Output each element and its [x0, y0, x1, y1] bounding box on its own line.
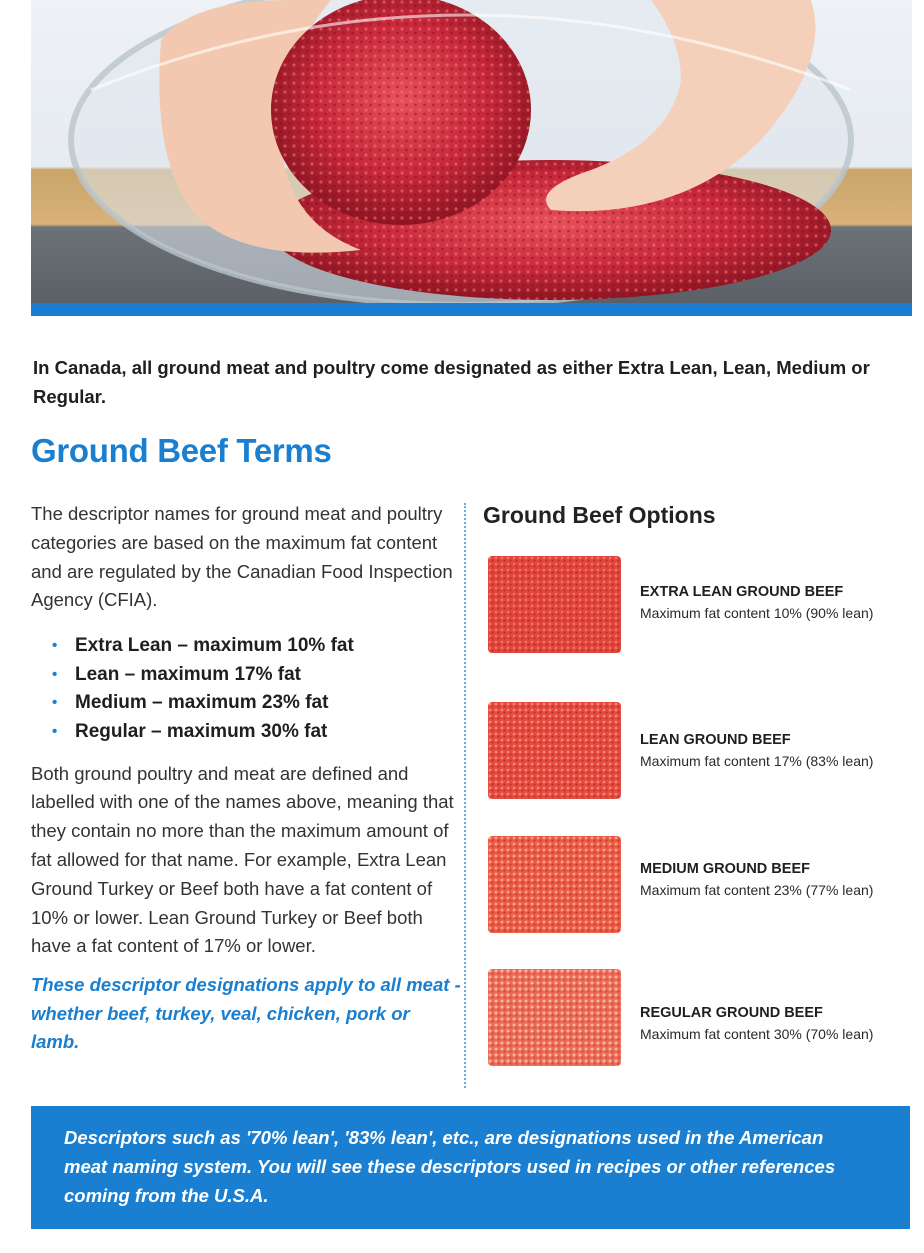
list-item: • Extra Lean – maximum 10% fat	[52, 632, 461, 661]
medium-beef-image	[488, 836, 621, 933]
extra-lean-beef-image	[488, 556, 621, 653]
terms-list	[31, 632, 461, 746]
option-desc-lean: Maximum fat content 17% (83% lean)	[640, 753, 874, 769]
regular-beef-image	[488, 969, 621, 1066]
lean-beef-image	[488, 702, 621, 799]
highlight-note: These descriptor designations apply to all meat - whether beef, turkey, veal, chicken, pork or lamb.	[31, 974, 461, 1053]
bullet-icon: •	[52, 722, 58, 740]
hero-image-ground-meat-bowl	[31, 0, 912, 303]
bullet-icon: •	[52, 694, 58, 712]
bullet-icon: •	[52, 665, 58, 683]
option-name-regular: REGULAR GROUND BEEF	[640, 1005, 823, 1021]
footer-callout	[31, 1106, 910, 1229]
paragraph-definitions: Both ground poultry and meat are defined and labelled with one of the names above, meaning that they contain no more than the maximum amount of fat allowed for that name. For example, Extra Lean Ground Turkey or Beef both have a fat content of 10% or lower. Lean Ground Turkey or Beef both have a fat content of 17% or lower.	[31, 762, 454, 957]
hero-accent-bar	[31, 303, 912, 316]
column-divider	[464, 503, 466, 1088]
left-column	[31, 500, 461, 1057]
option-name-extra-lean: EXTRA LEAN GROUND BEEF	[640, 584, 844, 600]
footer-text: Descriptors such as '70% lean', '83% lean', etc., are designations used in the American meat naming system. You will see these descriptors used in recipes or other references coming from the U.S.A.	[64, 1127, 836, 1206]
list-item: • Lean – maximum 17% fat	[52, 661, 461, 690]
option-name-medium: MEDIUM GROUND BEEF	[640, 861, 810, 877]
options-title: Ground Beef Options	[483, 502, 716, 528]
option-name-lean: LEAN GROUND BEEF	[640, 732, 791, 748]
list-item: • Regular – maximum 30% fat	[52, 718, 461, 747]
intro-text: In Canada, all ground meat and poultry come designated as either Extra Lean, Lean, Medium or Regular.	[33, 357, 870, 407]
option-desc-extra-lean: Maximum fat content 10% (90% lean)	[640, 605, 874, 621]
paragraph-descriptor-names: The descriptor names for ground meat and poultry categories are based on the maximum fat content and are regulated by the Canadian Food Inspection Agency (CFIA).	[31, 503, 453, 611]
option-desc-medium: Maximum fat content 23% (77% lean)	[640, 882, 874, 898]
section-title: Ground Beef Terms	[31, 432, 332, 469]
option-desc-regular: Maximum fat content 30% (70% lean)	[640, 1026, 874, 1042]
bullet-icon: •	[52, 637, 58, 655]
list-item: • Medium – maximum 23% fat	[52, 689, 461, 718]
